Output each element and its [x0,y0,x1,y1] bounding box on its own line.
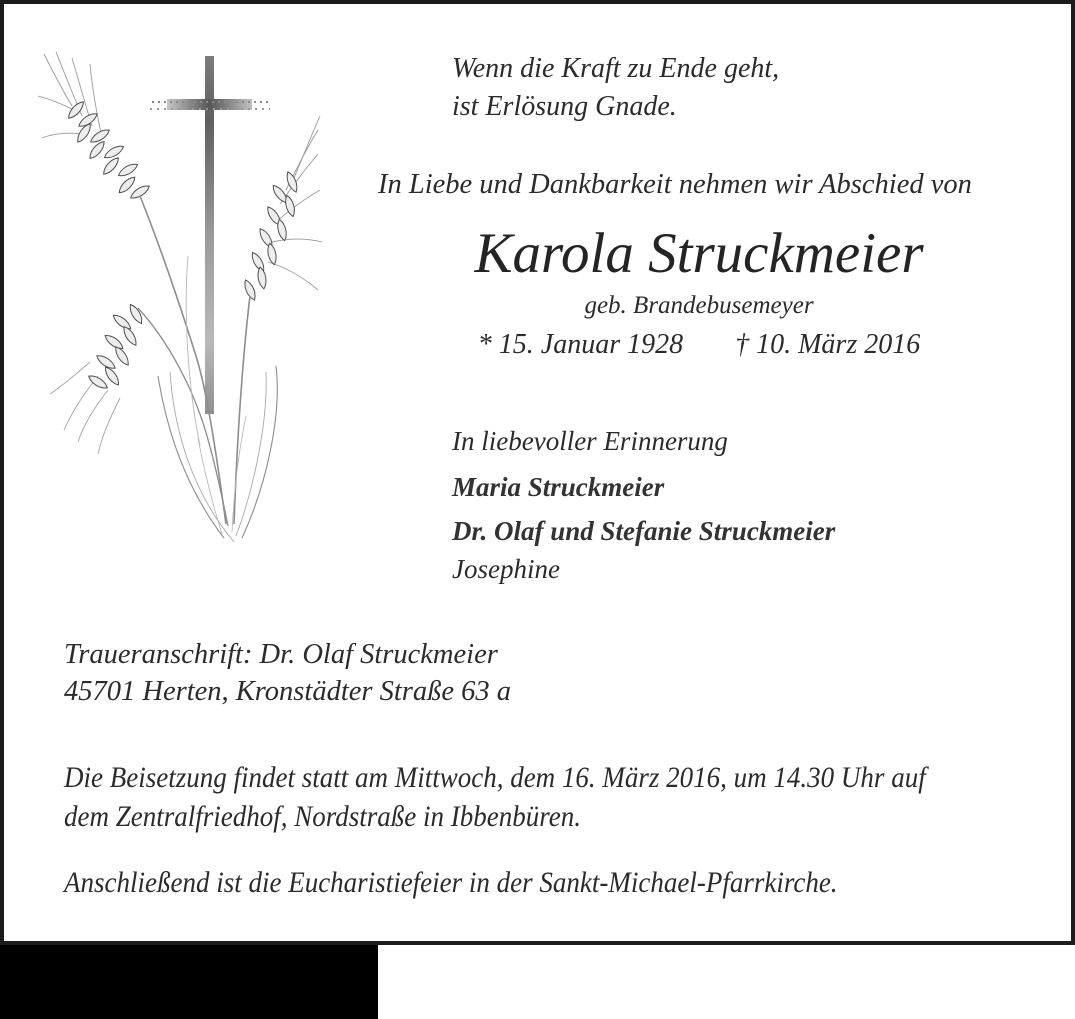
quote-line-2: ist Erlösung Gnade. [452,91,677,122]
mourner-name: Josephine [452,554,560,584]
farewell-intro: In Liebe und Dankbarkeit nehmen wir Abschied von [378,169,972,200]
quote-line-1: Wenn die Kraft zu Ende geht, [452,53,780,84]
mourners-block [452,426,835,584]
wheat-ear-upper-left [38,52,151,201]
redaction-bar [0,945,378,1019]
birth-date: * 15. Januar 1928 [477,329,684,360]
address-line-2: 45701 Herten, Kronstädter Straße 63 a [64,676,512,707]
wheat-ear-right [242,116,322,302]
quote-block [452,50,779,126]
maiden-name: geb. Brandebusemeyer [584,292,814,319]
service-info: Anschließend ist die Eucharistiefeier in der Sankt-Michael-Pfarrkirche. [64,866,838,899]
death-date: † 10. März 2016 [735,329,921,360]
deceased-name: Karola Struckmeier [474,222,924,285]
cross-icon [150,56,270,414]
address-line-1: Traueranschrift: Dr. Olaf Struckmeier [64,639,498,670]
wheat-and-cross-illustration [38,46,328,551]
deceased-block [448,224,950,361]
wheat-ear-lower-left [50,303,145,454]
funeral-line-1: Die Beisetzung findet statt am Mittwoch, dem 16. März 2016, um 14.30 Uhr auf [64,761,926,794]
life-dates [448,329,950,361]
funeral-line-2: dem Zentralfriedhof, Nordstraße in Ibbenbüren. [64,800,581,833]
mourner-name: Maria Struckmeier [452,472,665,502]
memorial-line: In liebevoller Erinnerung [452,426,728,456]
mourning-address [64,636,511,710]
funeral-info [64,758,926,836]
mourner-name: Dr. Olaf und Stefanie Struckmeier [452,516,836,546]
